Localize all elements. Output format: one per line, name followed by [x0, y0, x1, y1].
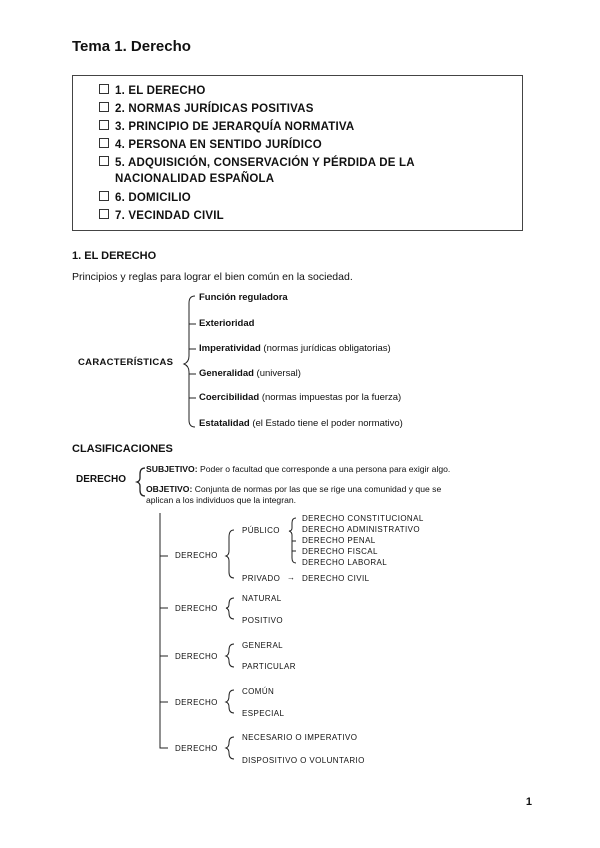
branch-item: PARTICULAR	[242, 662, 296, 671]
section-heading: 1. EL DERECHO	[72, 250, 157, 262]
toc-item[interactable]: 6. DOMICILIO	[99, 191, 191, 204]
toc-item[interactable]: 1. EL DERECHO	[99, 84, 206, 97]
caracteristica-item: Coercibilidad (normas impuestas por la fuerza)	[199, 392, 402, 403]
branch-item: DERECHO PENAL	[302, 536, 376, 545]
objetivo-definition-cont: aplican a los individuos que la integran.	[146, 495, 297, 505]
derecho-node: DERECHO	[175, 698, 218, 707]
subjetivo-definition: SUBJETIVO: Poder o facultad que corresponde a una persona para exigir algo.	[146, 464, 451, 474]
toc-item-continuation: NACIONALIDAD ESPAÑOLA	[115, 173, 275, 185]
toc-item[interactable]: 7. VECINDAD CIVIL	[99, 209, 224, 222]
privado-node: PRIVADO	[242, 574, 281, 583]
caracteristica-item: Exterioridad	[199, 318, 255, 329]
branch-item: ESPECIAL	[242, 709, 285, 718]
definition-text: Principios y reglas para lograr el bien común en la sociedad.	[72, 271, 353, 283]
branch-item: DERECHO FISCAL	[302, 547, 378, 556]
publico-node: PÚBLICO	[242, 526, 280, 535]
branch-item: DERECHO CONSTITUCIONAL	[302, 514, 424, 523]
branch-item: NATURAL	[242, 594, 282, 603]
toc-item[interactable]: 4. PERSONA EN SENTIDO JURÍDICO	[99, 138, 322, 151]
derecho-node: DERECHO	[175, 551, 218, 560]
toc-item[interactable]: 3. PRINCIPIO DE JERARQUÍA NORMATIVA	[99, 120, 354, 133]
derecho-node: DERECHO	[175, 604, 218, 613]
derecho-node: DERECHO	[175, 744, 218, 753]
branch-item: DERECHO CIVIL	[302, 574, 370, 583]
caracteristica-item: Función reguladora	[199, 292, 288, 303]
objetivo-definition: OBJETIVO: Conjunta de normas por las que se rige una comunidad y que se	[146, 484, 442, 494]
caracteristica-item: Imperatividad (normas jurídicas obligatorias)	[199, 343, 391, 354]
arrow-icon: →	[287, 573, 296, 582]
caracteristica-item: Generalidad (universal)	[199, 368, 301, 379]
caracteristica-item: Estatalidad (el Estado tiene el poder normativo)	[199, 418, 403, 429]
toc-item[interactable]: 2. NORMAS JURÍDICAS POSITIVAS	[99, 102, 314, 115]
caracteristicas-label: CARACTERÍSTICAS	[78, 357, 174, 368]
branch-item: DERECHO LABORAL	[302, 558, 388, 567]
branch-item: NECESARIO O IMPERATIVO	[242, 733, 358, 742]
derecho-node: DERECHO	[175, 652, 218, 661]
page-number: 1	[525, 796, 532, 808]
branch-item: DISPOSITIVO O VOLUNTARIO	[242, 756, 365, 765]
page-title: Tema 1. Derecho	[72, 38, 191, 55]
branch-item: COMÚN	[242, 687, 275, 696]
branch-item: DERECHO ADMINISTRATIVO	[302, 525, 420, 534]
toc-item[interactable]: 5. ADQUISICIÓN, CONSERVACIÓN Y PÉRDIDA DE LA	[99, 156, 415, 169]
branch-item: GENERAL	[242, 641, 284, 650]
section-heading: CLASIFICACIONES	[72, 443, 173, 455]
derecho-label: DERECHO	[76, 474, 127, 485]
branch-item: POSITIVO	[242, 616, 283, 625]
